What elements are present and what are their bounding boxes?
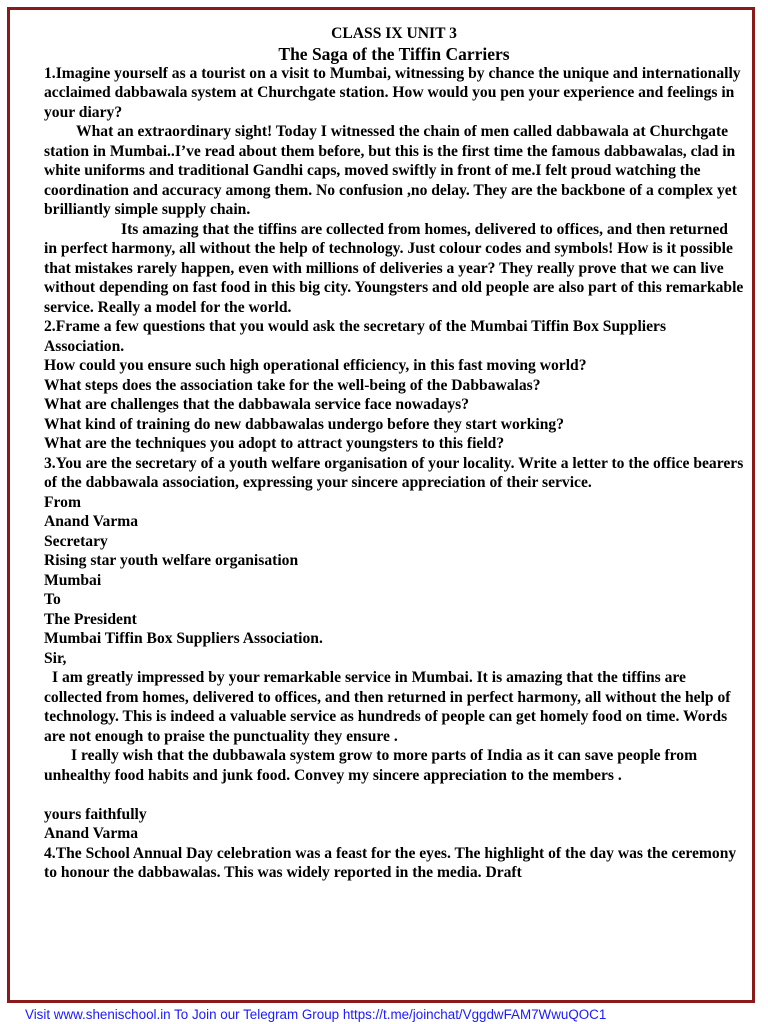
- letter-body-paragraph-1: I am greatly impressed by your remarkable service in Mumbai. It is amazing that the tiffins are collected from homes, delivered to offices, and then returned in perfect harmony, all without the help of technology. This is indeed a valuable service as hundreds of people can get homely food on time. Words are not enough to praise the punctuality they ensure .: [44, 669, 731, 745]
- letter-salutation: Sir,: [44, 649, 67, 667]
- question-2: 2.Frame a few questions that you would ask the secretary of the Mumbai Tiffin Box Suppliers Association.: [44, 318, 667, 355]
- letter-sender-city: Mumbai: [44, 571, 102, 589]
- footer-link[interactable]: Visit www.shenischool.in To Join our Telegram Group https://t.me/joinchat/VggdwFAM7WwuQOC1: [25, 1007, 607, 1022]
- answer-2-item: What kind of training do new dabbawalas undergo before they start working?: [44, 415, 564, 433]
- answer-1-paragraph-2: Its amazing that the tiffins are collected from homes, delivered to offices, and then returned in perfect harmony, all without the help of technology. Just colour codes and symbols! How is it possible that mistakes rarely happen, even with millions of deliveries a year? They really prove that we can live without depending on fast food in this big city. Youngsters and old people are also part of this remarkable service. Really a model for the world.: [44, 220, 744, 316]
- letter-body-paragraph-2: I really wish that the dubbawala system grow to more parts of India as it can save people from unhealthy food habits and junk food. Convey my sincere appreciation to the members .: [44, 747, 698, 784]
- answer-2-item: What steps does the association take for the well-being of the Dabbawalas?: [44, 376, 541, 394]
- class-unit-heading: CLASS IX UNIT 3: [331, 25, 457, 42]
- letter-recipient-title: The President: [44, 610, 137, 628]
- letter-sender-name: Anand Varma: [44, 513, 139, 530]
- answer-2-item: What are the techniques you adopt to attract youngsters to this field?: [44, 435, 505, 452]
- letter-to-label: To: [44, 591, 61, 608]
- letter-from-label: From: [44, 493, 81, 511]
- question-4: 4.The School Annual Day celebration was a feast for the eyes. The highlight of the day was the ceremony to honour the dabbawalas. This was widely reported in the media. Draft: [44, 844, 737, 881]
- letter-signature: Anand Varma: [44, 825, 139, 842]
- letter-sender-organisation: Rising star youth welfare organisation: [44, 552, 299, 569]
- letter-sender-title: Secretary: [44, 532, 108, 550]
- question-3: 3.You are the secretary of a youth welfare organisation of your locality. Write a letter to the office bearers of the dabbawala association, expressing your sincere appreciation of their service.: [44, 454, 744, 491]
- document-body: [44, 24, 744, 883]
- answer-1-paragraph-1: What an extraordinary sight! Today I witnessed the chain of men called dabbawala at Churchgate station in Mumbai..I’ve read about them before, but this is the first time the famous dabbawalas, clad in white uniforms and traditional Gandhi caps, moved swiftly in front of me.I felt proud watching the coordination and accuracy among them. No confusion ,no delay. They are the backbone of a complex yet brilliantly simple supply chain.: [44, 123, 737, 218]
- answer-2-item: How could you ensure such high operational efficiency, in this fast moving world?: [44, 357, 587, 374]
- blank-line: [44, 785, 744, 805]
- answer-2-item: What are challenges that the dabbawala service face nowadays?: [44, 396, 470, 413]
- chapter-title: The Saga of the Tiffin Carriers: [278, 43, 510, 64]
- question-1: 1.Imagine yourself as a tourist on a visit to Mumbai, witnessing by chance the unique and internationally acclaimed dabbawala system at Churchgate station. How would you pen your experience and feelings in your diary?: [44, 64, 741, 121]
- letter-recipient-organisation: Mumbai Tiffin Box Suppliers Association.: [44, 630, 323, 647]
- letter-closing: yours faithfully: [44, 805, 147, 823]
